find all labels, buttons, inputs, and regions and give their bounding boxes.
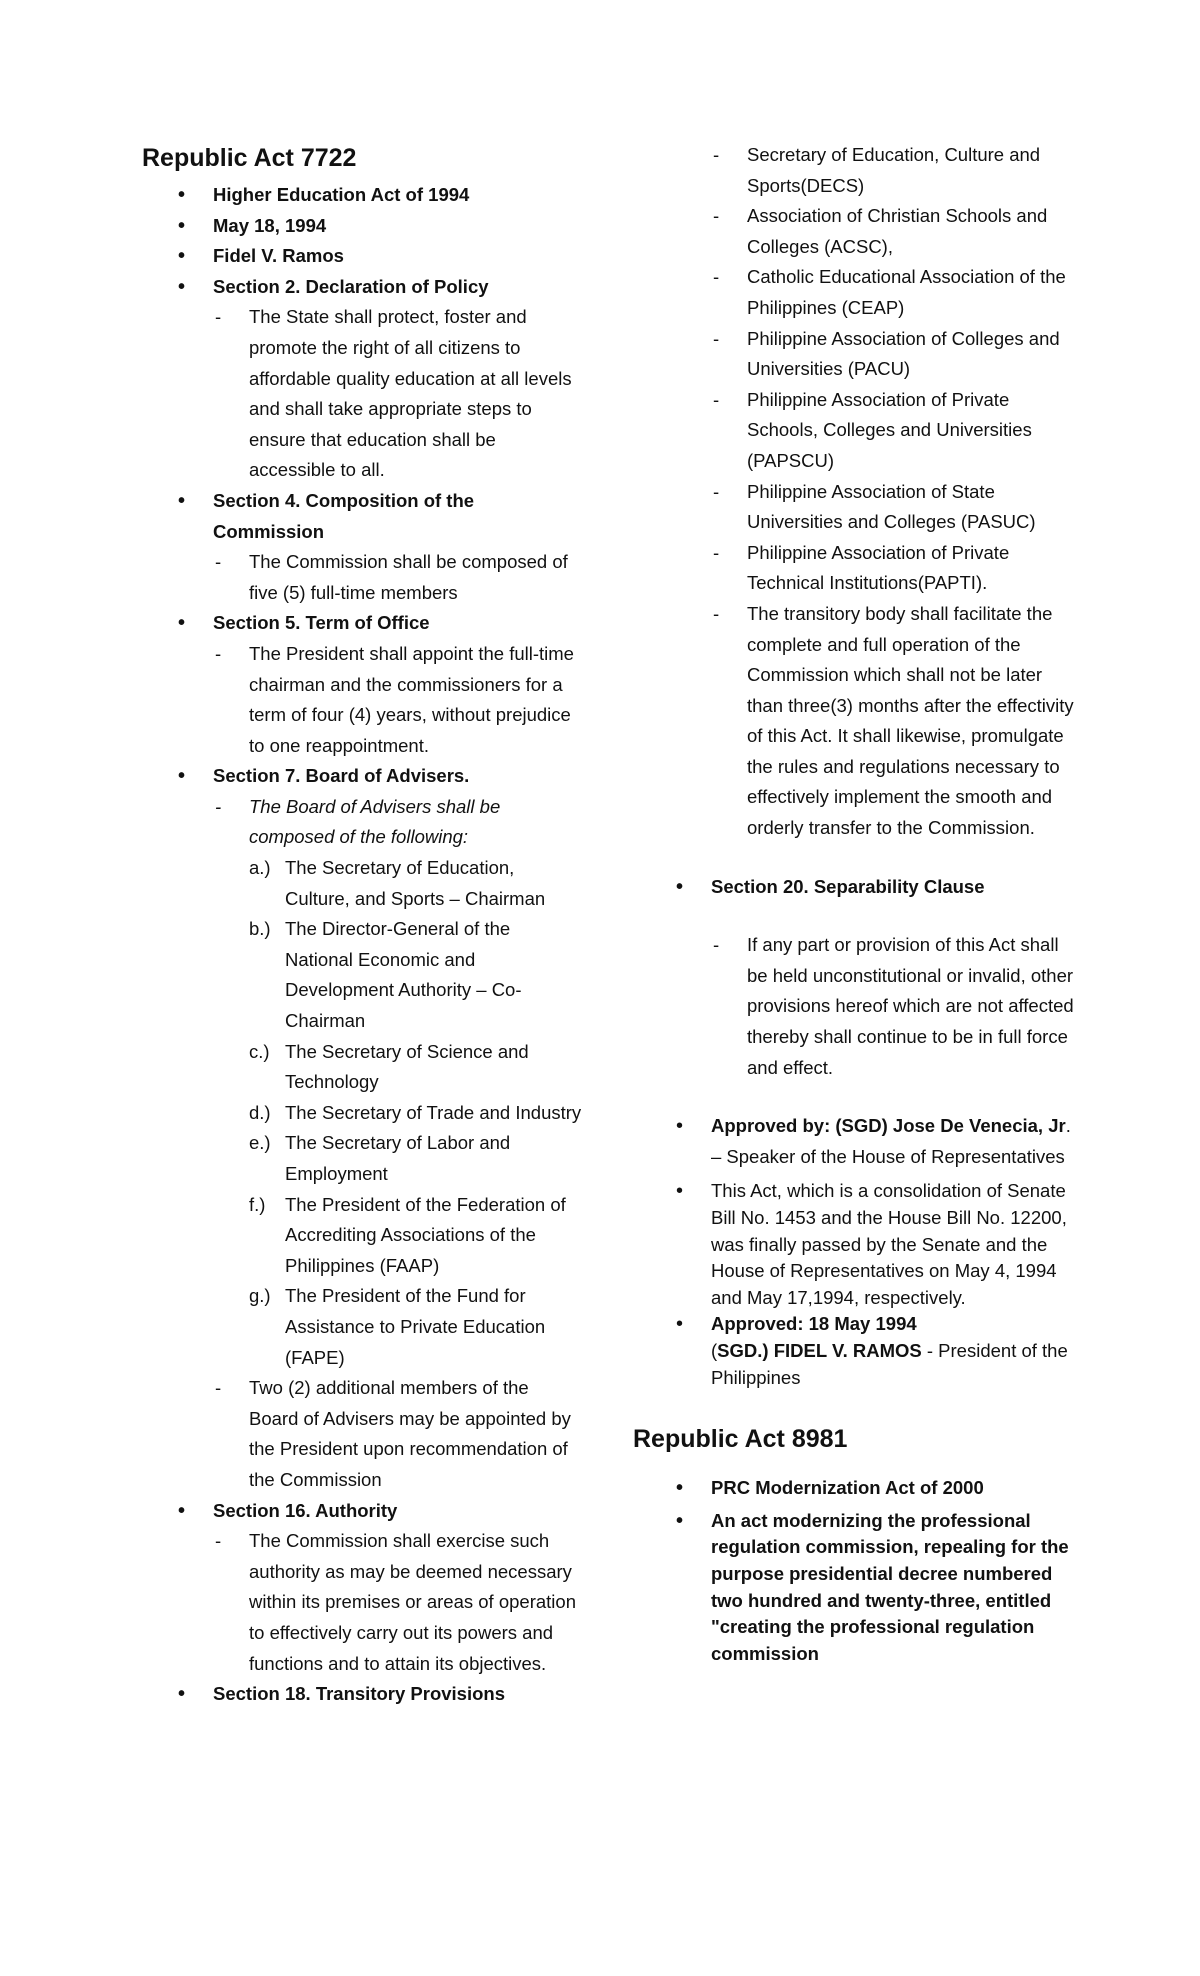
approved-text: - President of the Philippines bbox=[711, 1339, 1068, 1388]
list-item: - Catholic Educational Association of the Philippines (CEAP) bbox=[640, 262, 1080, 323]
list-item: - Philippine Association of Private Technical Institutions(PAPTI). bbox=[640, 538, 1080, 599]
section-heading: • Section 4. Composition of the Commission bbox=[142, 486, 582, 547]
list-item bbox=[142, 914, 582, 1036]
list-item: • PRC Modernization Act of 2000 bbox=[640, 1475, 1080, 1502]
item-text: The Director-General of the National Economic and Development Authority – Co-Chairman bbox=[285, 918, 522, 1032]
list-item bbox=[142, 853, 582, 914]
section-text: - The President shall appoint the full-time chairman and the commissioners for a term of four (4) years, without prejudice to one reappointment. bbox=[142, 639, 582, 761]
list-item: - Philippine Association of Colleges and Universities (PACU) bbox=[640, 324, 1080, 385]
approved-open: ( bbox=[711, 1339, 718, 1361]
item-label: a.) bbox=[249, 857, 271, 879]
list-item: - Philippine Association of State Universities and Colleges (PASUC) bbox=[640, 477, 1080, 538]
item-label: c.) bbox=[249, 1040, 270, 1062]
list-item: • Fidel V. Ramos bbox=[142, 241, 582, 272]
section-heading: • Section 7. Board of Advisers. bbox=[142, 761, 582, 792]
section-heading: • Section 20. Separability Clause bbox=[640, 872, 1080, 903]
list-item: • This Act, which is a consolidation of Senate Bill No. 1453 and the House Bill No. 12200, was finally passed by the Senate and the House of Representatives on May 4, 1994 and May 17,1994, respectively. bbox=[640, 1178, 1080, 1311]
list-item: • May 18, 1994 bbox=[142, 211, 582, 242]
approved-text: . – Speaker of the House of Representatives bbox=[711, 1115, 1071, 1167]
item-text: The President of the Fund for Assistance to Private Education (FAPE) bbox=[285, 1285, 546, 1368]
item-label: g.) bbox=[249, 1285, 271, 1307]
section-text: - If any part or provision of this Act shall be held unconstitutional or invalid, other provisions hereof which are not affected thereby shall continue to be in full force and effect. bbox=[640, 930, 1080, 1083]
item-label: f.) bbox=[249, 1193, 266, 1215]
list-item bbox=[640, 1111, 1080, 1172]
list-item bbox=[142, 1037, 582, 1098]
item-text: The Secretary of Education, Culture, and Sports – Chairman bbox=[285, 857, 546, 909]
list-item: • An act modernizing the professional regulation commission, repealing for the purpose presidential decree numbered two hundred and twenty-three, entitled "creating the professional regulation commission bbox=[640, 1508, 1080, 1668]
item-label: e.) bbox=[249, 1132, 271, 1154]
list-item: - Association of Christian Schools and Colleges (ACSC), bbox=[640, 201, 1080, 262]
section-text: - The Commission shall exercise such authority as may be deemed necessary within its premises or areas of operation to effectively carry out its powers and functions and to attain its objectives. bbox=[142, 1526, 582, 1679]
item-text: The Secretary of Science and Technology bbox=[285, 1040, 529, 1093]
list-item bbox=[142, 1281, 582, 1373]
list-item: • Higher Education Act of 1994 bbox=[142, 180, 582, 211]
item-label: d.) bbox=[249, 1101, 271, 1123]
section-text: - The Commission shall be composed of five (5) full-time members bbox=[142, 547, 582, 608]
section-heading: • Section 18. Transitory Provisions bbox=[142, 1679, 582, 1710]
item-text: The Secretary of Labor and Employment bbox=[285, 1132, 511, 1184]
left-column bbox=[142, 140, 582, 1710]
list-item bbox=[640, 1311, 1080, 1391]
list-item: - Philippine Association of Private Schools, Colleges and Universities (PAPSCU) bbox=[640, 385, 1080, 477]
list-item bbox=[142, 1190, 582, 1282]
section-text: - The transitory body shall facilitate the complete and full operation of the Commission which shall not be later than three(3) months after the effectivity of this Act. It shall likewise, promulgate the rules and regulations necessary to effectively implement the smooth and orderly transfer to the Commission. bbox=[640, 599, 1080, 844]
section-heading: • Section 5. Term of Office bbox=[142, 608, 582, 639]
page-title: Republic Act 7722 bbox=[142, 144, 357, 172]
item-text: The President of the Federation of Accrediting Associations of the Philippines (FAAP) bbox=[285, 1193, 566, 1276]
section-title: Republic Act 8981 bbox=[633, 1425, 848, 1454]
section-text: - The Board of Advisers shall be composed of the following: bbox=[142, 792, 582, 853]
section-text: - The State shall protect, foster and promote the right of all citizens to affordable quality education at all levels and shall take appropriate steps to ensure that education shall be accessible to all. bbox=[142, 302, 582, 486]
item-label: b.) bbox=[249, 918, 271, 940]
section-heading: • Section 2. Declaration of Policy bbox=[142, 272, 582, 303]
approved-label: Approved by: (SGD) Jose De Venecia, Jr bbox=[711, 1115, 1066, 1137]
section-text: - Two (2) additional members of the Board of Advisers may be appointed by the President upon recommendation of the Commission bbox=[142, 1373, 582, 1495]
list-item bbox=[142, 1128, 582, 1189]
right-column bbox=[633, 140, 1080, 1667]
approved-label: Approved: 18 May 1994 bbox=[711, 1313, 917, 1335]
signature-name: SGD.) FIDEL V. RAMOS bbox=[717, 1339, 922, 1361]
item-text: The Secretary of Trade and Industry bbox=[285, 1101, 582, 1123]
list-item bbox=[142, 1098, 582, 1129]
section-heading: • Section 16. Authority bbox=[142, 1496, 582, 1527]
list-item: - Secretary of Education, Culture and Sports(DECS) bbox=[640, 140, 1080, 201]
